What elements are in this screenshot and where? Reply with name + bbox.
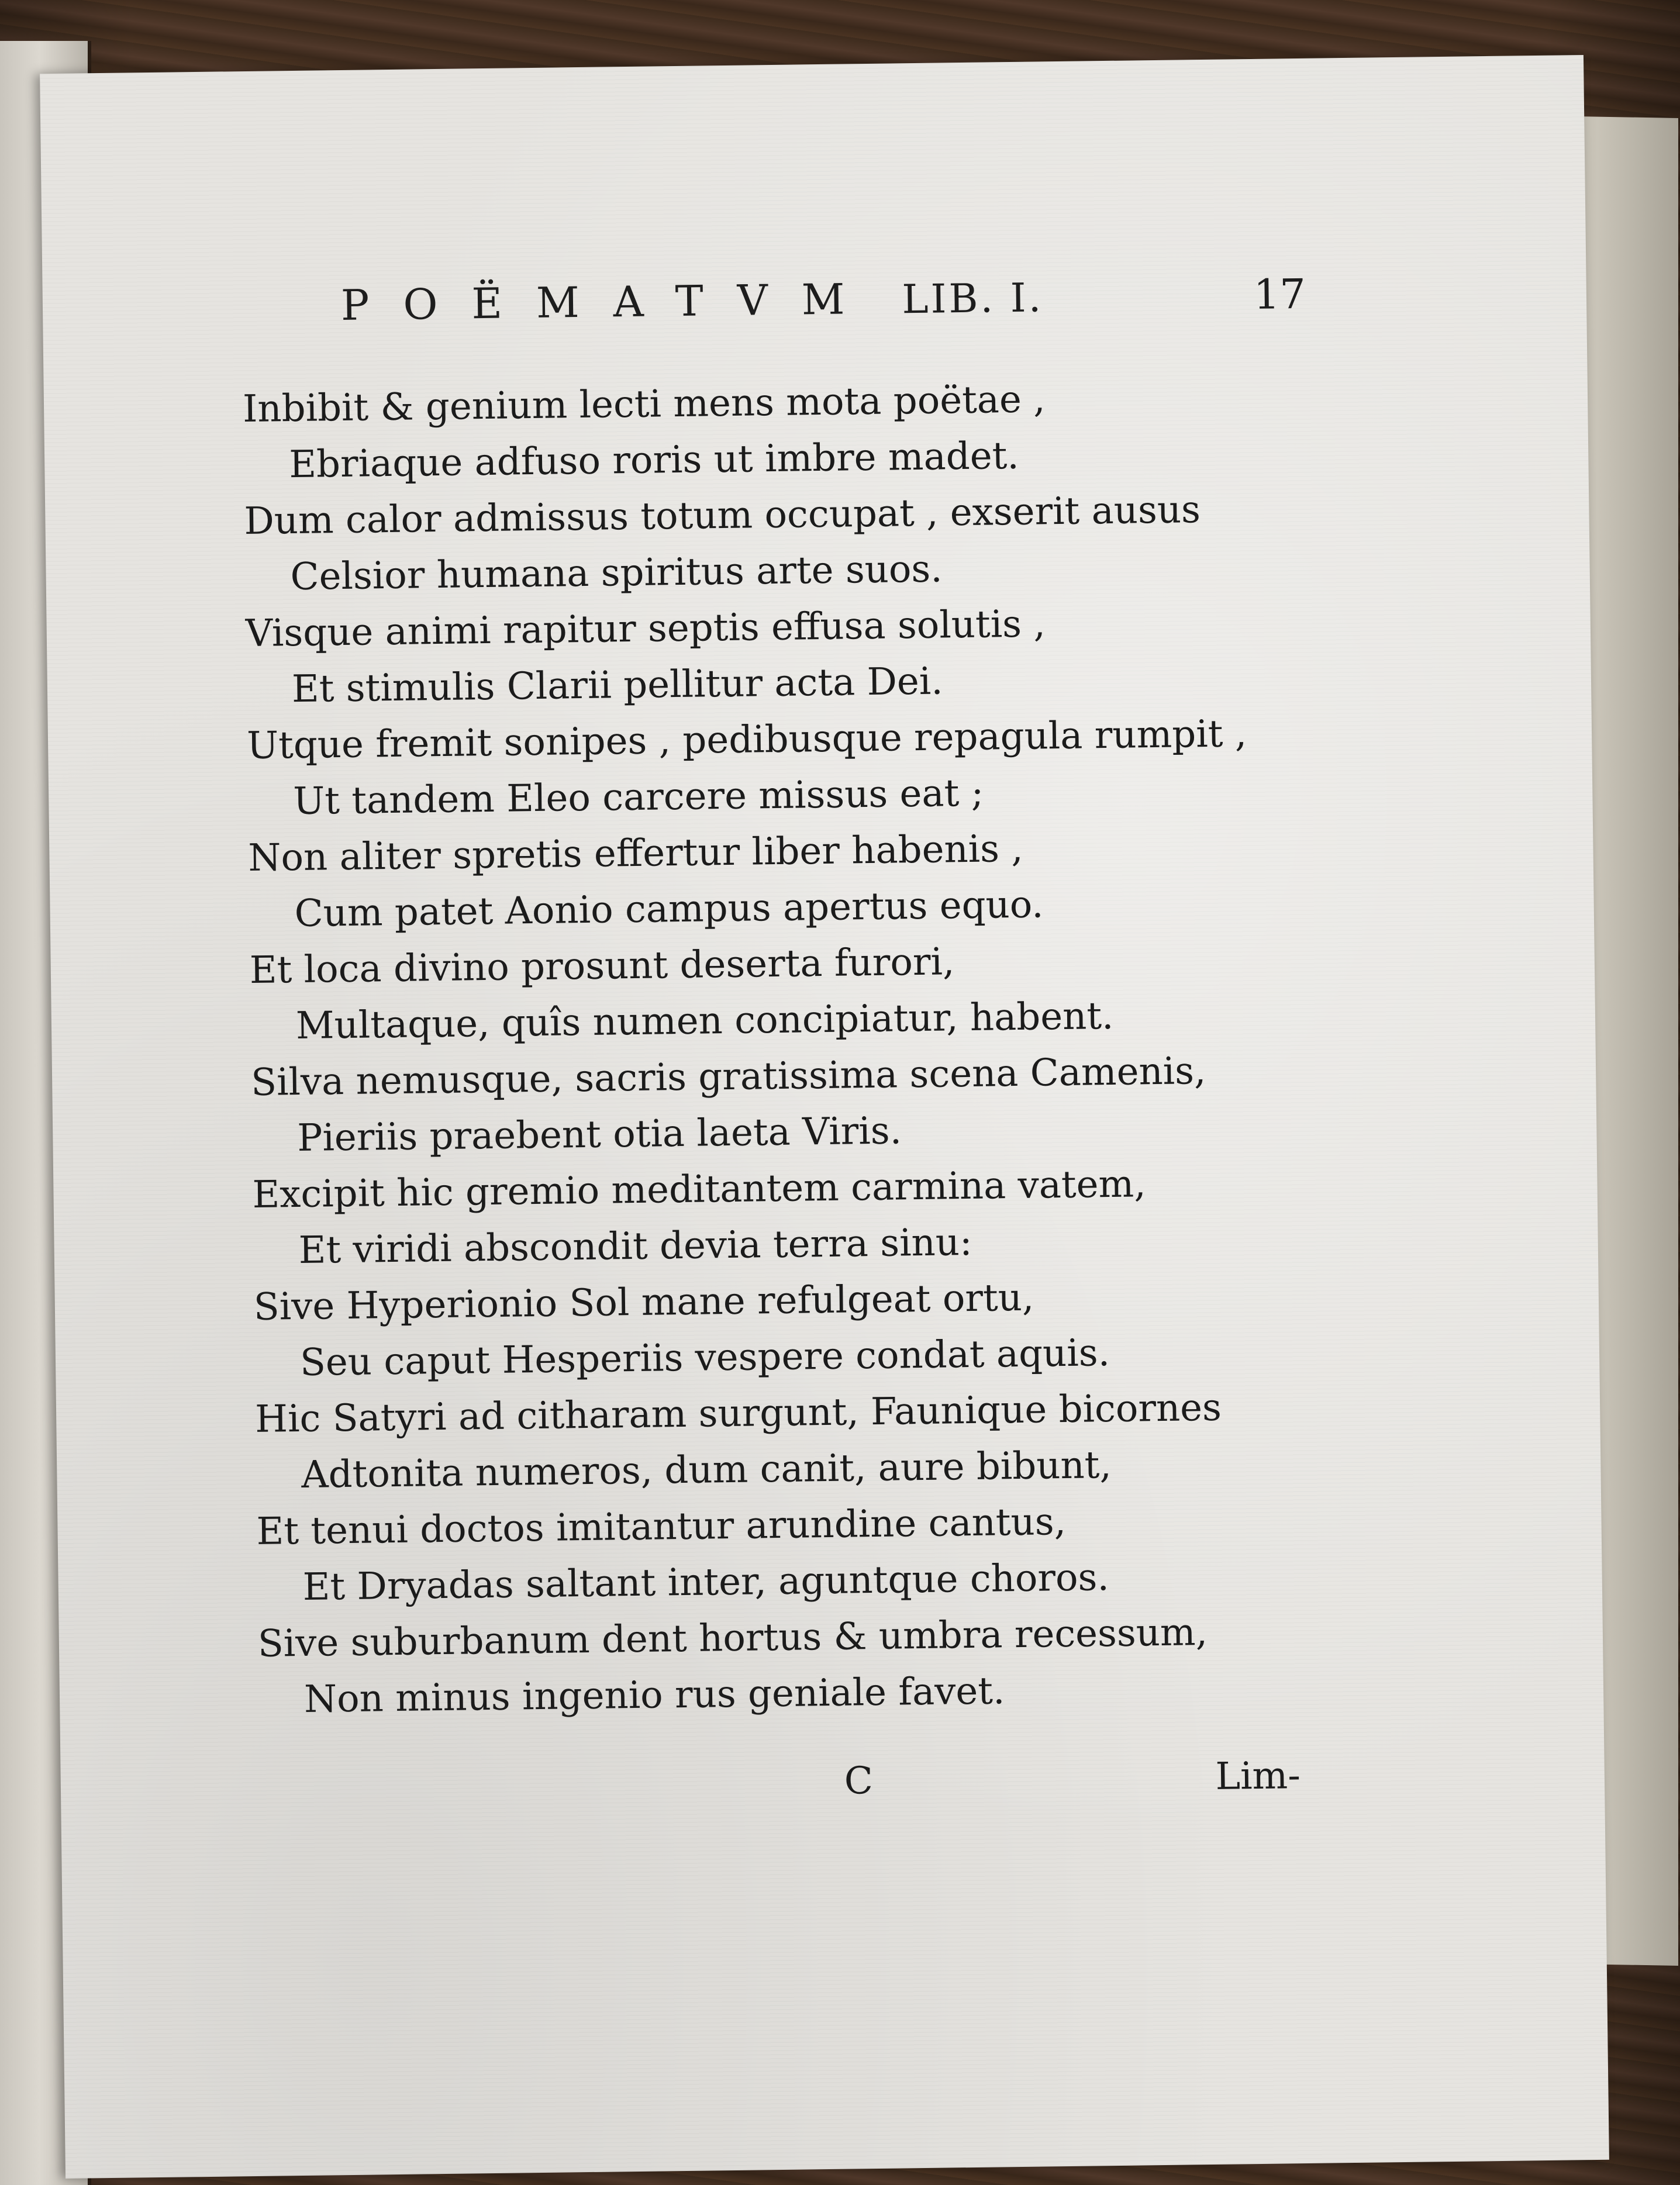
verse-line: Et loca divino prosunt deserta furori, bbox=[249, 940, 955, 992]
verse-line: Sive Hyperionio Sol mane refulgeat ortu, bbox=[253, 1276, 1034, 1329]
verse-line: Et viridi abscondit devia terra sinu: bbox=[298, 1220, 972, 1273]
verse-line: Multaque, quîs numen concipiatur, habent. bbox=[295, 994, 1114, 1048]
verse-line: Cum patet Aonio campus apertus equo. bbox=[294, 883, 1044, 936]
page-number: 17 bbox=[1253, 270, 1306, 319]
verse-line: Silva nemusque, sacris gratissima scena Camenis, bbox=[250, 1050, 1206, 1104]
verse-line: Ebriaque adfuso roris ut imbre madet. bbox=[288, 434, 1020, 487]
signature-mark: C bbox=[844, 1759, 874, 1803]
running-head-book: LIB. I. bbox=[902, 275, 1044, 323]
page-footer bbox=[260, 1754, 1301, 1803]
verse-line: Inbibit & genium lecti mens mota poëtae , bbox=[242, 378, 1046, 432]
verse-line: Dum calor admissus totum occupat , exserit ausus bbox=[244, 488, 1201, 544]
verse-line: Sive suburbanum dent hortus & umbra recessum, bbox=[257, 1611, 1208, 1666]
verse-line: Hic Satyri ad citharam surgunt, Faunique bicornes bbox=[254, 1386, 1222, 1441]
verse-block bbox=[243, 368, 1370, 1728]
verse-line: Excipit hic gremio meditantem carmina vatem, bbox=[252, 1162, 1146, 1217]
verse-line: Seu caput Hesperiis vespere condat aquis. bbox=[299, 1331, 1110, 1385]
verse-line: Non aliter spretis effertur liber habenis , bbox=[248, 827, 1024, 881]
verse-line: Pieriis praebent otia laeta Viris. bbox=[296, 1109, 902, 1161]
verse-line: Et stimulis Clarii pellitur acta Dei. bbox=[291, 660, 944, 712]
verse-line: Ut tandem Eleo carcere missus eat ; bbox=[292, 771, 984, 824]
verse-line: Utque fremit sonipes , pedibusque repagula rumpit , bbox=[246, 712, 1247, 768]
verse-line: Adtonita numeros, dum canit, aure bibunt, bbox=[301, 1444, 1112, 1497]
verse-line: Non minus ingenio rus geniale favet. bbox=[303, 1669, 1005, 1721]
verse-line: Visque animi rapitur septis effusa solutis , bbox=[245, 602, 1046, 656]
running-head bbox=[340, 269, 1306, 330]
book-page bbox=[40, 55, 1609, 2179]
verse-line: Celsior humana spiritus arte suos. bbox=[290, 547, 943, 599]
verse-line: Et Dryadas saltant inter, aguntque choros. bbox=[302, 1556, 1110, 1609]
verse-line: Et tenui doctos imitantur arundine cantus, bbox=[256, 1500, 1067, 1554]
running-head-title: POËMATVM bbox=[340, 274, 879, 330]
catchword: Lim- bbox=[1215, 1754, 1301, 1799]
